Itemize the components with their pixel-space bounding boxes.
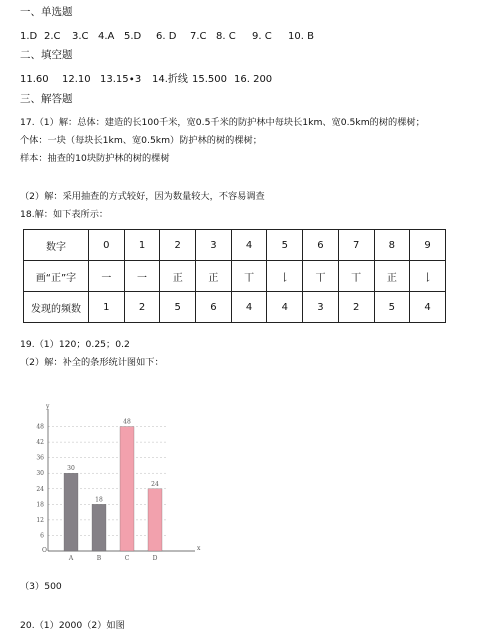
choice-answer: 9. C (252, 31, 272, 42)
q19-part3: （3）500 (20, 581, 62, 592)
bar (120, 427, 134, 551)
q17-line2: 个体：一块（每块长1km、宽0.5km）防护林的树的棵树； (20, 135, 262, 146)
bar-value-label: 18 (95, 496, 103, 504)
origin-label: O (42, 547, 47, 554)
q19-part2: （2）解：补全的条形统计图如下： (20, 357, 164, 368)
y-tick-label: 6 (40, 532, 44, 540)
category-label: B (96, 555, 102, 562)
table-row (24, 261, 446, 292)
tally-cell: 正 (160, 261, 196, 292)
choice-answer: 3.C (72, 31, 89, 42)
frequency-cell: 6 (196, 292, 232, 323)
tally-cell: 正 (196, 261, 232, 292)
choice-answer: 7.C (190, 31, 207, 42)
row-label-digit: 数字 (24, 230, 89, 261)
frequency-cell: 4 (231, 292, 267, 323)
y-tick-label: 18 (36, 501, 44, 509)
row-label-frequency: 发现的频数 (24, 292, 89, 323)
digit-cell: 9 (410, 230, 446, 261)
tally-cell: 丅 (338, 261, 374, 292)
y-tick-label: 42 (36, 439, 44, 447)
q19-part1: 19.（1）120；0.25；0.2 (20, 339, 130, 350)
tally-cell: 丅 (303, 261, 339, 292)
frequency-table (23, 229, 446, 323)
fill-answer: 14.折线 (152, 74, 188, 85)
choice-answer: 5.D (124, 31, 142, 42)
fill-answers-row (20, 73, 272, 87)
digit-cell: 4 (231, 230, 267, 261)
row-label-tally: 画“正”字 (24, 261, 89, 292)
digit-cell: 3 (196, 230, 232, 261)
tally-cell: 正 (374, 261, 410, 292)
choice-answer: 4.A (98, 31, 115, 42)
bar-value-label: 30 (67, 465, 75, 473)
tally-cell: 一 (124, 261, 160, 292)
frequency-cell: 2 (124, 292, 160, 323)
category-label: D (152, 555, 158, 562)
choice-answer: 6. D (156, 31, 177, 42)
table-row (24, 292, 446, 323)
digit-cell: 0 (89, 230, 125, 261)
q17-line4: （2）解：采用抽查的方式较好，因为数量较大，不容易调查 (20, 191, 265, 202)
y-tick-label: 24 (36, 485, 44, 493)
choice-answer: 10. B (288, 31, 314, 42)
bar-value-label: 48 (123, 418, 131, 426)
fill-answer: 11.60 (20, 74, 49, 85)
category-label: C (124, 555, 130, 562)
frequency-cell: 5 (374, 292, 410, 323)
choice-answer: 8. C (216, 31, 236, 42)
digit-cell: 6 (303, 230, 339, 261)
bar (64, 473, 78, 551)
tally-cell: 丅 (231, 261, 267, 292)
frequency-cell: 5 (160, 292, 196, 323)
digit-cell: 1 (124, 230, 160, 261)
digit-cell: 2 (160, 230, 196, 261)
bar (148, 489, 162, 551)
digit-cell: 7 (338, 230, 374, 261)
section-choice-heading: 一、单选题 (20, 6, 73, 18)
section-fill-heading: 二、填空题 (20, 49, 73, 61)
choice-answer: 1.D (20, 31, 38, 42)
digit-cell: 5 (267, 230, 303, 261)
digit-cell: 8 (374, 230, 410, 261)
tally-cell: 𠄌 (410, 261, 446, 292)
y-tick-label: 12 (36, 516, 44, 524)
bar-chart-svg (30, 405, 210, 565)
frequency-cell: 4 (267, 292, 303, 323)
section-answer-heading: 三、解答题 (20, 93, 73, 105)
q18-intro: 18.解：如下表所示： (20, 209, 109, 220)
y-tick-label: 48 (36, 423, 44, 431)
bar-chart (30, 405, 210, 565)
tally-cell: 𠄌 (267, 261, 303, 292)
bar (92, 504, 106, 551)
fill-answer: 16. 200 (234, 74, 273, 85)
category-label: A (68, 555, 74, 562)
y-tick-label: 30 (36, 470, 44, 478)
y-axis-label: y (46, 403, 50, 410)
x-axis-label: x (197, 545, 201, 552)
frequency-cell: 3 (303, 292, 339, 323)
q20-line: 20.（1）2000（2）如图 (20, 620, 125, 631)
frequency-cell: 4 (410, 292, 446, 323)
q17-line3: 样本：抽查的10块防护林的树的棵树 (20, 153, 170, 164)
fill-answer: 15.500 (192, 74, 227, 85)
frequency-cell: 1 (89, 292, 125, 323)
choice-answers-row (20, 30, 314, 44)
choice-answer: 2.C (44, 31, 61, 42)
tally-cell: 一 (89, 261, 125, 292)
y-tick-label: 36 (36, 454, 44, 462)
frequency-cell: 2 (338, 292, 374, 323)
fill-answer: 12.10 (62, 74, 91, 85)
bar-value-label: 24 (151, 480, 159, 488)
q17-line1: 17.（1）解：总体：建造的长100千米，宽0.5千米的防护林中每块长1km、宽0.5km的树的棵树； (20, 117, 425, 128)
table-row (24, 230, 446, 261)
fill-answer: 13.15∙3 (100, 74, 142, 85)
